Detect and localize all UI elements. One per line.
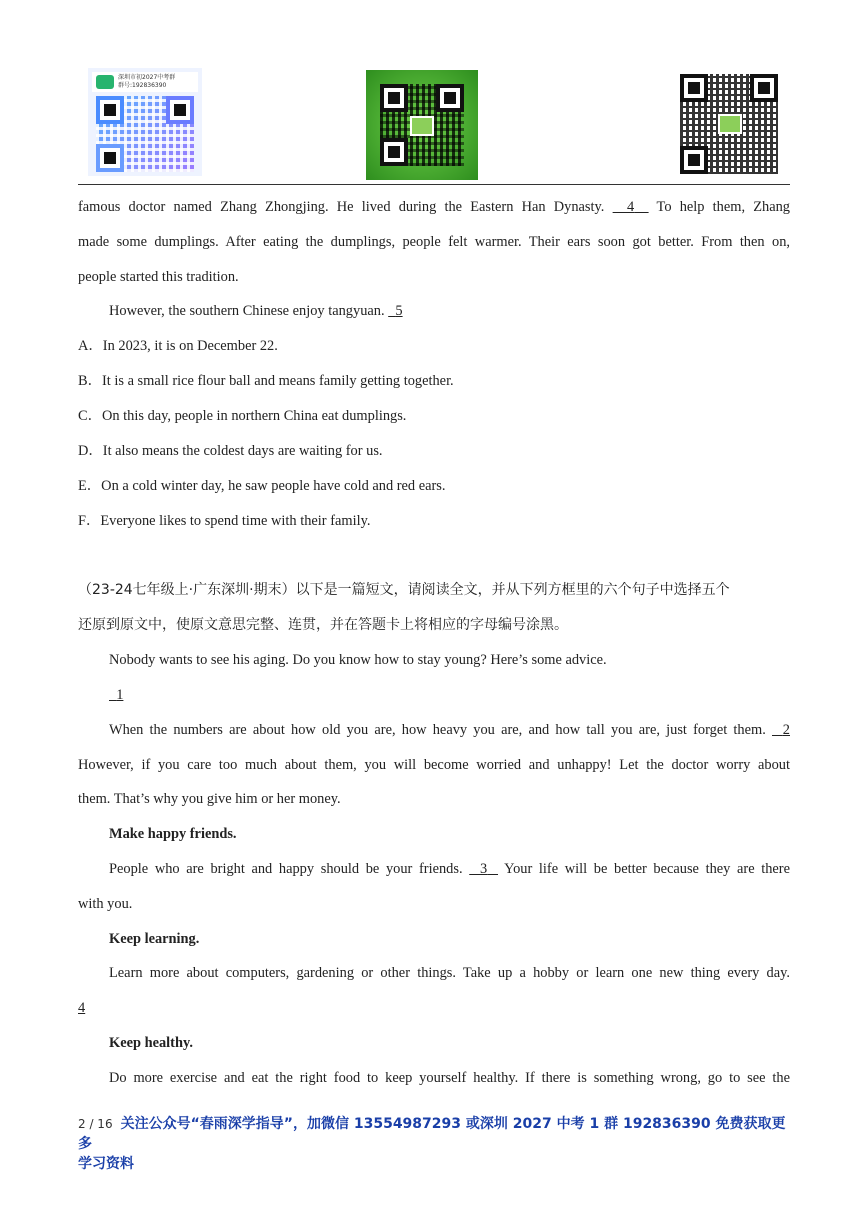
promo-text-continued: 学习资料: [78, 1156, 134, 1172]
option-e: E．On a cold winter day, he saw people have cold and red ears.: [78, 478, 446, 494]
passage2-blank-line: [109, 685, 790, 705]
passage1-line: famous doctor named Zhang Zhongjing. He lived during the Eastern Han Dynasty. 4 To help them, Zhang: [78, 199, 791, 215]
option-a: A．In 2023, it is on December 22.: [78, 338, 278, 354]
promo-text: 关注公众号“春雨深学指导”，加微信 13554987293 或深圳 2027 中考 1 群 192836390 免费获取更多: [78, 1116, 786, 1152]
qr-finder-icon: [380, 84, 408, 112]
qr-logo-icon: [410, 116, 434, 136]
option-f: F．Everyone likes to spend time with their family.: [78, 513, 371, 529]
passage2-line: Do more exercise and eat the right food to keep yourself healthy. If there is something wrong, go to see the: [109, 1070, 790, 1086]
qr-finder-icon: [166, 96, 194, 124]
qr-finder-icon: [96, 144, 124, 172]
qr-group-number: 群号:192836390: [118, 82, 167, 89]
passage1-line: made some dumplings. After eating the dumplings, people felt warmer. Their ears soon got better. From then on,: [78, 234, 790, 250]
qr-finder-icon: [680, 74, 708, 102]
instructions-line: 还原到原文中，使原文意思完整、连贯，并在答题卡上将相应的字母编号涂黑。: [78, 617, 568, 633]
qr-logo-icon: [718, 114, 742, 134]
qr-code-left[interactable]: [88, 68, 202, 176]
qr-finder-icon: [380, 138, 408, 166]
option-b: B．It is a small rice flour ball and means family getting together.: [78, 373, 454, 389]
footer: [78, 1114, 790, 1174]
option-c: C．On this day, people in northern China eat dumplings.: [78, 408, 407, 424]
qr-label-bar: [92, 72, 198, 92]
passage2-line: with you.: [78, 896, 133, 912]
qr-finder-icon: [96, 96, 124, 124]
passage2-line: When the numbers are about how old you are, how heavy you are, and how tall you are, just forget them. 2: [109, 722, 790, 738]
header-divider: [78, 184, 790, 185]
passage2-line: People who are bright and happy should be your friends. 3 Your life will be better because they are there: [109, 861, 790, 877]
heading-make-happy-friends: Make happy friends.: [109, 826, 237, 842]
passage2-line: Learn more about computers, gardening or other things. Take up a hobby or learn one new thing every day.: [109, 965, 790, 981]
passage2-line: However, if you care too much about them, you will become worried and unhappy! Let the doctor worry about: [78, 757, 790, 773]
qr-finder-icon: [680, 146, 708, 174]
instructions-line: （23-24七年级上·广东深圳·期末）以下是一篇短文，请阅读全文，并从下列方框里的六个句子中选择五个: [78, 582, 730, 598]
answer-blank-4b[interactable]: 4: [78, 1000, 86, 1016]
qr-code-right[interactable]: [680, 74, 778, 174]
answer-blank-4[interactable]: 4: [627, 199, 635, 215]
page-number: 2 / 16: [78, 1117, 113, 1131]
answer-blank-2[interactable]: 2: [782, 722, 790, 738]
heading-keep-healthy: Keep healthy.: [109, 1035, 193, 1051]
qr-finder-icon: [750, 74, 778, 102]
passage2-intro: Nobody wants to see his aging. Do you know how to stay young? Here’s some advice.: [109, 652, 607, 668]
option-d: D．It also means the coldest days are waiting for us.: [78, 443, 383, 459]
answer-blank-1[interactable]: 1: [116, 687, 124, 703]
heading-keep-learning: Keep learning.: [109, 931, 200, 947]
answer-blank-3[interactable]: 3: [480, 861, 488, 877]
passage2-blank-line: [78, 998, 790, 1018]
passage1-line: However, the southern Chinese enjoy tangyuan. 5: [109, 303, 403, 319]
passage1-line: people started this tradition.: [78, 269, 239, 285]
passage2-line: them. That’s why you give him or her money.: [78, 791, 341, 807]
qr-group-label: 深圳市初2027中考群: [118, 74, 176, 81]
qr-finder-icon: [436, 84, 464, 112]
qr-code-middle[interactable]: [366, 70, 478, 180]
answer-blank-5[interactable]: 5: [395, 303, 403, 319]
header-qr-codes: [78, 66, 790, 184]
group-chat-icon: [96, 75, 114, 89]
